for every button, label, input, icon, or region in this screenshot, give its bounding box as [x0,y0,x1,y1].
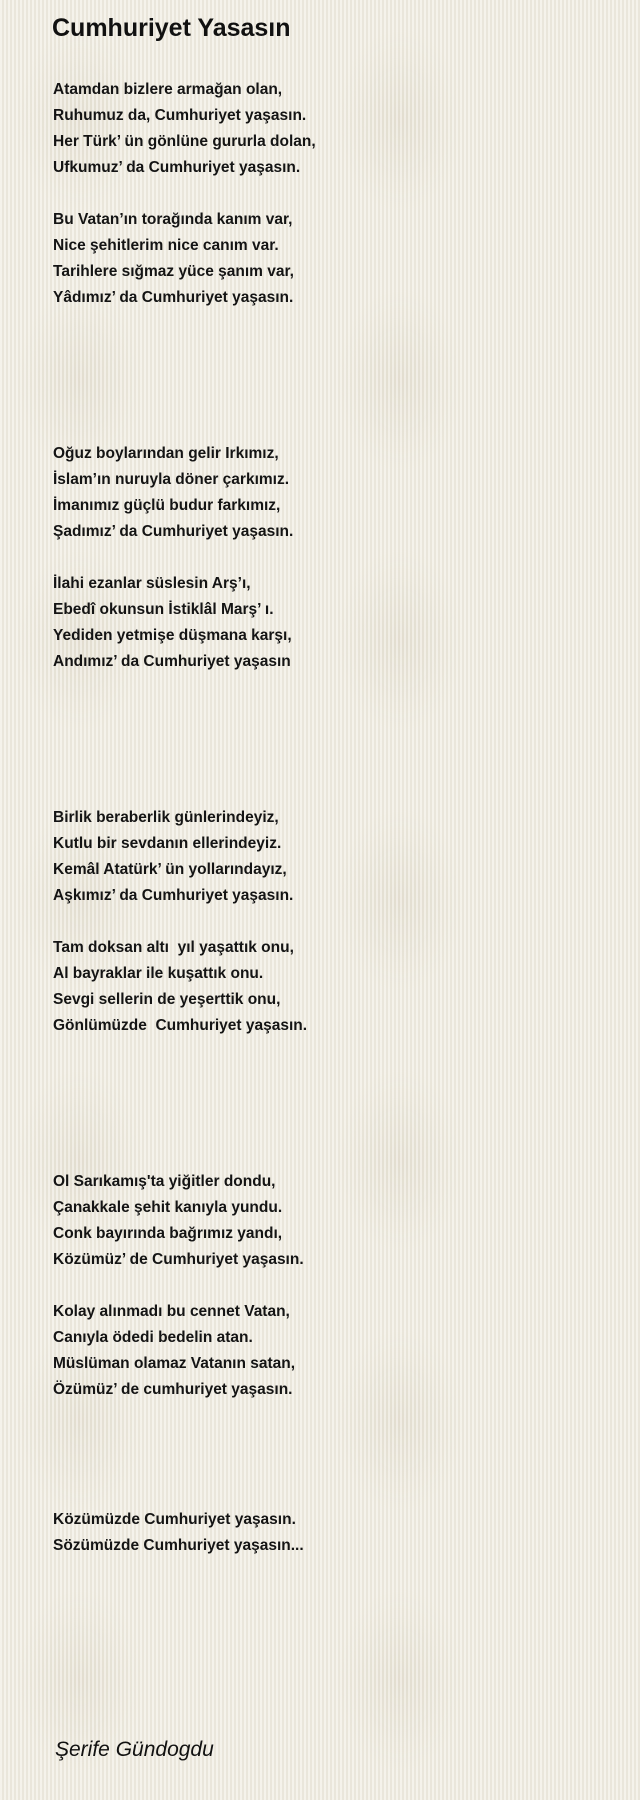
poem-line: Yediden yetmişe düşmana karşı, [53,627,292,644]
stanza-spacer [53,545,613,571]
poem-line: Aşkımız’ da Cumhuriyet yaşasın. [53,887,294,904]
poem-line: Közümüzde Cumhuriyet yaşasın. [53,1511,296,1528]
poem-line: İlahi ezanlar süslesin Arş’ı, [53,575,251,592]
poem-line: Al bayraklar ile kuşattık onu. [53,965,264,982]
poem-line: İslam’ın nuruyla döner çarkımız. [53,471,290,488]
poem-line: Nice şehitlerim nice canım var. [53,237,279,254]
poem-body [53,77,613,1559]
poem-line: Kutlu bir sevdanın ellerindeyiz. [53,835,282,852]
poem-line: Gönlümüzde Cumhuriyet yaşasın. [53,1017,308,1034]
stanza [53,935,613,1039]
stanza [53,441,613,545]
poem-line: Müslüman olamaz Vatanın satan, [53,1355,296,1372]
stanza-spacer [53,909,613,935]
author-name: Şerife Gündogdu [55,1738,214,1761]
stanza [53,77,613,181]
poem-line: Çanakkale şehit kanıyla yundu. [53,1199,283,1216]
poem-line: Yâdımız’ da Cumhuriyet yaşasın. [53,289,294,306]
stanza [53,1169,613,1273]
poem-line: Tarihlere sığmaz yüce şanım var, [53,263,294,280]
poem-line: Özümüz’ de cumhuriyet yaşasın. [53,1381,293,1398]
poem-line: Ruhumuz da, Cumhuriyet yaşasın. [53,107,307,124]
stanza [53,207,613,311]
stanza-spacer [53,181,613,207]
poem-line: Oğuz boylarından gelir Irkımız, [53,445,279,462]
poem-line: Her Türk’ ün gönlüne gururla dolan, [53,133,316,150]
section-spacer [53,1403,613,1507]
poem-line: Sözümüzde Cumhuriyet yaşasın... [53,1537,304,1554]
poem-line: Atamdan bizlere armağan olan, [53,81,283,98]
poem-line: Tam doksan altı yıl yaşattık onu, [53,939,294,956]
stanza [53,805,613,909]
poem-line: Ol Sarıkamış'ta yiğitler dondu, [53,1173,276,1190]
poem-line: İmanımız güçlü budur farkımız, [53,497,281,514]
poem-line: Şadımız’ da Cumhuriyet yaşasın. [53,523,294,540]
poem-line: Kemâl Atatürk’ ün yollarındayız, [53,861,287,878]
poem-line: Andımız’ da Cumhuriyet yaşasın [53,653,291,670]
poem-line: Birlik beraberlik günlerindeyiz, [53,809,279,826]
poem-line: Sevgi sellerin de yeşerttik onu, [53,991,281,1008]
poem-line: Ebedî okunsun İstiklâl Marş’ ı. [53,601,274,618]
stanza [53,1299,613,1403]
poem-line: Conk bayırında bağrımız yandı, [53,1225,283,1242]
poem-line: Canıyla ödedi bedelin atan. [53,1329,253,1346]
stanza-spacer [53,1273,613,1299]
poem-line: Ufkumuz’ da Cumhuriyet yaşasın. [53,159,301,176]
section-spacer [53,311,613,441]
poem-line: Bu Vatan’ın torağında kanım var, [53,211,293,228]
poem-line: Közümüz’ de Cumhuriyet yaşasın. [53,1251,304,1268]
closing-stanza [53,1507,613,1559]
stanza [53,571,613,675]
section-spacer [53,1039,613,1169]
poem-title: Cumhuriyet Yasasın [52,14,291,42]
poem-line: Kolay alınmadı bu cennet Vatan, [53,1303,290,1320]
section-spacer [53,675,613,805]
